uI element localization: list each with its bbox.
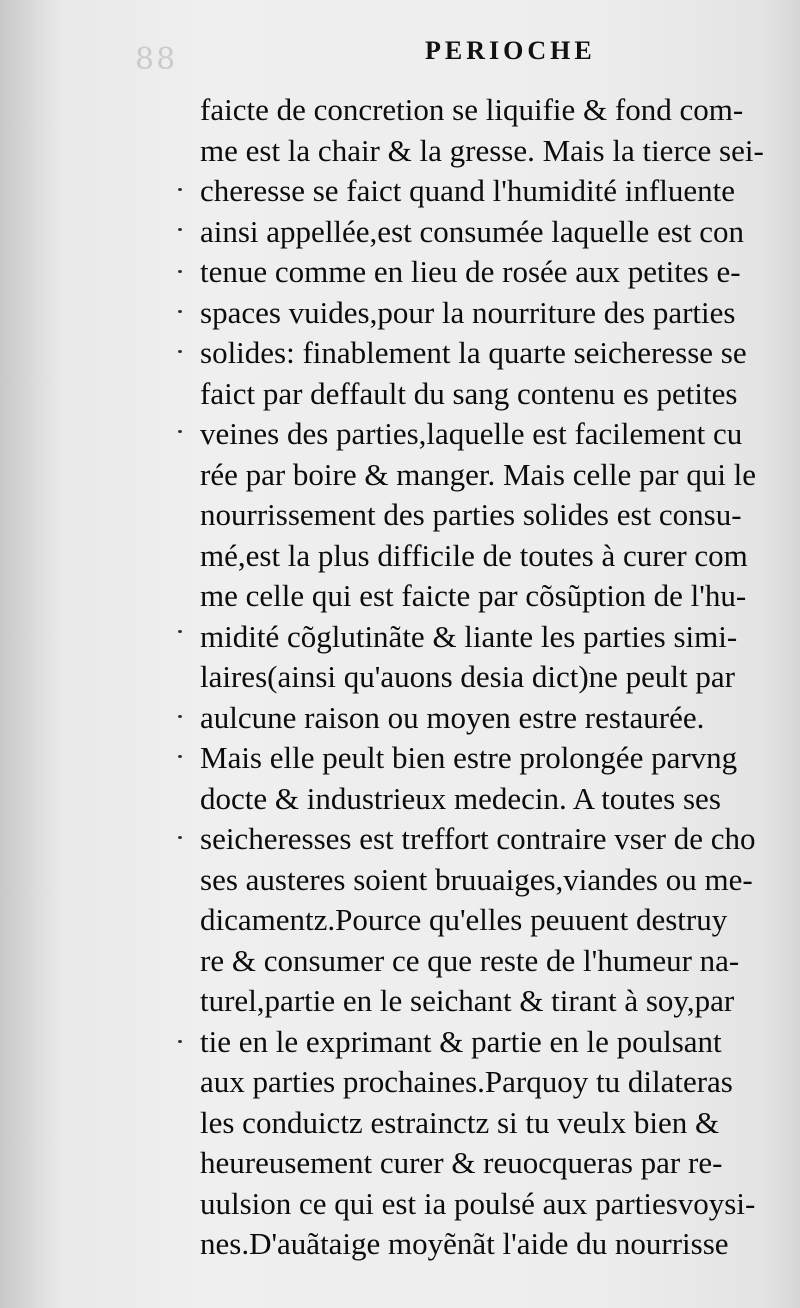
margin-ink-mark: [178, 350, 182, 353]
text-line: cheresse se faict quand l'humidité influente: [200, 173, 735, 208]
text-line: heureusement curer & reuocqueras par re-: [200, 1145, 723, 1180]
text-line: uulsion ce qui est ia poulsé aux partiesvoysi-: [200, 1185, 756, 1221]
text-line: re & consumer ce que reste de l'humeur na-: [200, 942, 740, 978]
margin-marks: [178, 95, 198, 1295]
margin-ink-mark: [178, 270, 182, 273]
text-line: mé,est la plus difficile de toutes à curer com: [200, 537, 748, 573]
margin-ink-mark: [178, 228, 182, 231]
margin-ink-mark: [178, 715, 182, 718]
margin-ink-mark: [178, 430, 182, 433]
body-text: [200, 90, 800, 1265]
margin-ink-mark: [178, 755, 182, 758]
text-line: faicte de concretion se liquifie & fond com-: [200, 92, 744, 127]
text-line: midité cõglutinãte & liante les parties simi-: [200, 618, 738, 654]
margin-ink-mark: [178, 630, 182, 633]
text-line: solides: finablement la quarte seicheresse se: [200, 335, 747, 370]
text-line: ses austeres soient bruuaiges,viandes ou me-: [200, 861, 753, 897]
text-line: seicheresses est treffort contraire vser de cho: [200, 821, 756, 856]
text-line: spaces vuides,pour la nourriture des parties: [200, 294, 736, 330]
bleed-through-page-number: 88: [135, 42, 178, 77]
text-line: me est la chair & la gresse. Mais la tierce sei-: [200, 132, 764, 168]
text-line: nourrissement des parties solides est consu-: [200, 497, 742, 532]
text-line: les conduictz estrainctz si tu veulx bien &: [200, 1104, 720, 1140]
text-line: rée par boire & manger. Mais celle par qui le: [200, 456, 757, 492]
text-line: Mais elle peult bien estre prolongée parvng: [200, 740, 738, 775]
margin-ink-mark: [178, 310, 182, 313]
text-line: me celle qui est faicte par cõsũption de l'hu-: [200, 578, 747, 613]
running-head: PERIOCHE: [425, 36, 596, 65]
margin-ink-mark: [178, 1040, 182, 1043]
text-line: turel,partie en le seichant & tirant à soy,par: [200, 983, 735, 1018]
text-line: veines des parties,laquelle est facilement cu: [200, 416, 743, 451]
text-line: tenue comme en lieu de rosée aux petites e-: [200, 254, 741, 289]
text-line: aux parties prochaines.Parquoy tu dilateras: [200, 1064, 733, 1099]
margin-ink-mark: [178, 836, 182, 839]
text-line: ainsi appellée,est consumée laquelle est con: [200, 213, 745, 249]
margin-ink-mark: [178, 188, 182, 191]
text-line: dicamentz.Pource qu'elles peuuent destruy: [200, 902, 728, 937]
text-line: aulcune raison ou moyen estre restaurée.: [200, 699, 705, 735]
text-line: docte & industrieux medecin. A toutes ses: [200, 780, 721, 816]
text-line: laires(ainsi qu'auons desia dict)ne peult par: [200, 659, 735, 694]
text-line: faict par deffault du sang contenu es petites: [200, 375, 738, 411]
text-line: nes.D'auãtaige moyẽnãt l'aide du nourrisse: [200, 1226, 729, 1261]
text-line: tie en le exprimant & partie en le poulsant: [200, 1023, 722, 1059]
